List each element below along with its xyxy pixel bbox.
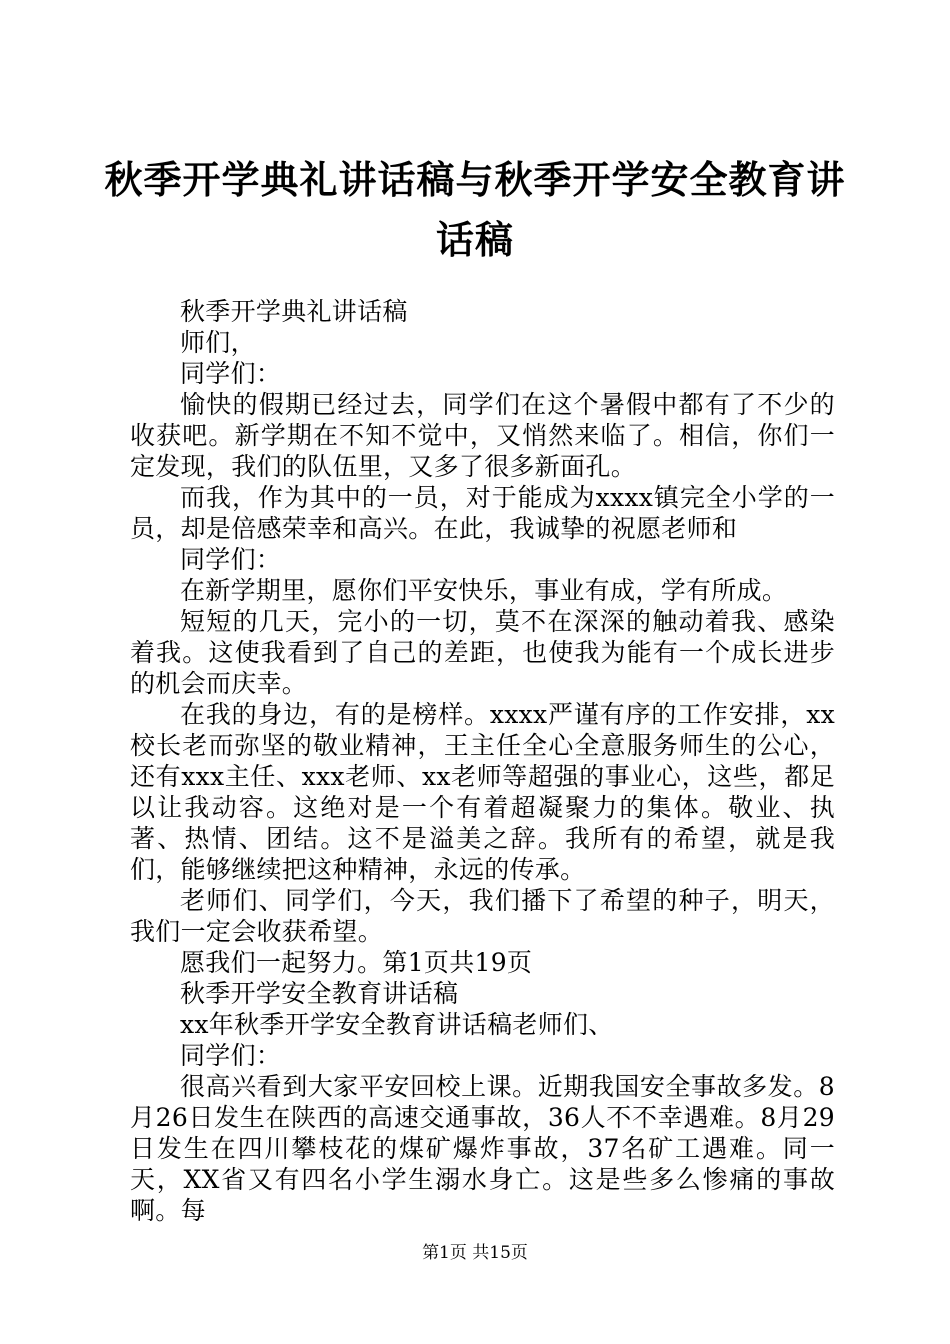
paragraph: 秋季开学安全教育讲话稿 <box>180 979 459 1008</box>
paragraph: 秋季开学典礼讲话稿 <box>180 297 408 326</box>
paragraph: 同学们： <box>180 1041 282 1070</box>
paragraph: 愉快的假期已经过去，同学们在这个暑假中都有了不少的收获吧。新学期在不知不觉中，又悄然来临了。相信，你们一定发现，我们的队伍里，又多了很多新面孔。 <box>130 390 835 481</box>
document-body <box>130 296 835 1226</box>
paragraph: 师们， <box>180 328 256 357</box>
paragraph: 而我，作为其中的一员，对于能成为xxxx镇完全小学的一员，却是倍感荣幸和高兴。在此，我诚挚的祝愿老师和 <box>130 483 835 543</box>
paragraph: 短短的几天，完小的一切，莫不在深深的触动着我、感染着我。这使我看到了自己的差距，也使我为能有一个成长进步的机会而庆幸。 <box>130 607 835 698</box>
paragraph: 愿我们一起努力。第1页共19页 <box>180 948 533 977</box>
paragraph: 老师们、同学们，今天，我们播下了希望的种子，明天，我们一定会收获希望。 <box>130 886 835 946</box>
paragraph: 在新学期里，愿你们平安快乐，事业有成，学有所成。 <box>180 576 788 605</box>
paragraph: 同学们： <box>180 359 282 388</box>
paragraph: xx年秋季开学安全教育讲话稿老师们、 <box>180 1010 614 1039</box>
paragraph: 在我的身边，有的是榜样。xxxx严谨有序的工作安排，xx校长老而弥坚的敬业精神，王主任全心全意服务师生的公心，还有xxx主任、xxx老师、xx老师等超强的事业心，这些，都足以让我动容。这绝对是一个有着超凝聚力的集体。敬业、执著、热情、团结。这不是溢美之辞。我所有的希望，就是我们，能够继续把这种精神，永远的传承。 <box>130 700 835 884</box>
document-title: 秋季开学典礼讲话稿与秋季开学安全教育讲话稿 <box>104 158 846 262</box>
page-footer: 第1页 共15页 <box>422 1243 528 1263</box>
paragraph: 同学们： <box>180 545 282 574</box>
paragraph: 很高兴看到大家平安回校上课。近期我国安全事故多发。8月26日发生在陕西的高速交通事故，36人不不幸遇难。8月29日发生在四川攀枝花的煤矿爆炸事故，37名矿工遇难。同一天，XX省又有四名小学生溺水身亡。这是些多么惨痛的事故啊。每 <box>130 1072 835 1225</box>
